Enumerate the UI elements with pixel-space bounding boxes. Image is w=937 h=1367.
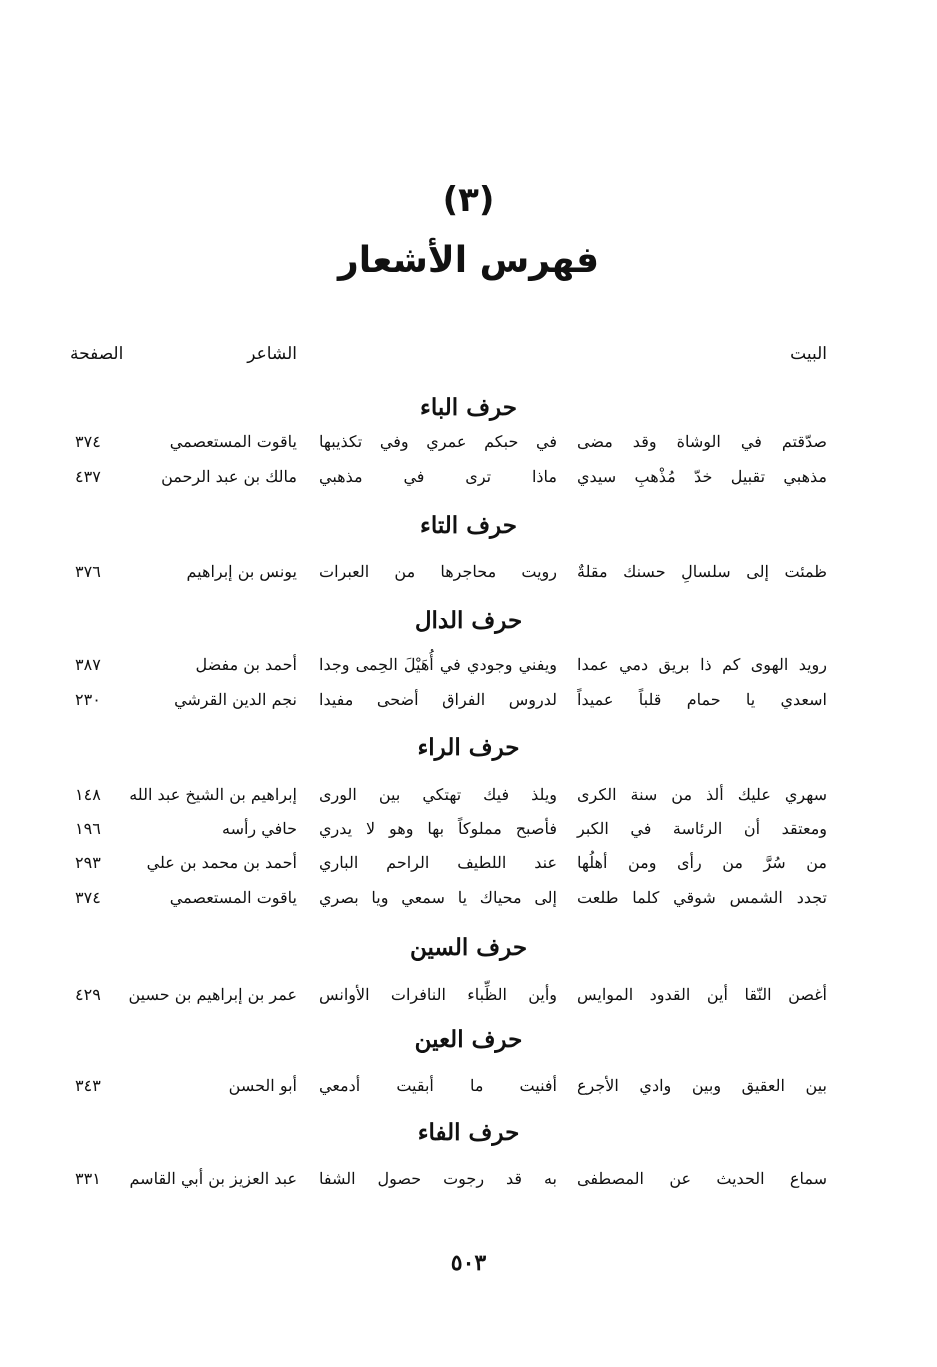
poet-name: ياقوت المستعصمي	[169, 888, 297, 907]
verse-first-hemistich: بين العقيق وبين وادي الأجرع	[577, 1076, 827, 1095]
verse-row	[0, 562, 937, 592]
verse-first-hemistich: اسعدي يا حمام قلباً عميداً	[577, 690, 827, 709]
section-heading: حرف الفاء	[417, 1119, 520, 1146]
page-ref: ٤٣٧	[75, 467, 101, 486]
verse-second-hemistich: ويلذ فيك تهتكي بين الورى	[319, 785, 557, 804]
poet-name: يونس بن إبراهيم	[186, 562, 297, 581]
poet-name: عبد العزيز بن أبي القاسم	[129, 1169, 297, 1188]
verse-first-hemistich: ظمئت إلى سلسالِ حسنك مقلةٌ	[577, 562, 827, 581]
section-heading: حرف الباء	[420, 394, 517, 421]
poet-name: عمر بن إبراهيم بن حسين	[128, 985, 297, 1004]
verse-second-hemistich: أفنيت ما أبقيت أدمعي	[319, 1076, 557, 1095]
verse-second-hemistich: فأصبح مملوكاً بها وهو لا يدري	[319, 819, 557, 838]
column-header-page: الصفحة	[70, 344, 124, 364]
verse-row	[0, 690, 937, 720]
page-ref: ٤٢٩	[75, 985, 101, 1004]
verse-second-hemistich: إلى محياك يا سمعي ويا بصري	[319, 888, 557, 907]
chapter-number: (٣)	[442, 180, 495, 220]
verse-second-hemistich: ماذا ترى في مذهبي	[319, 467, 557, 486]
page-ref: ٢٣٠	[75, 690, 101, 709]
section-heading: حرف التاء	[420, 512, 517, 539]
page-ref: ١٤٨	[75, 785, 101, 804]
verse-row	[0, 1076, 937, 1106]
poet-name: نجم الدين القرشي	[174, 690, 297, 709]
verse-first-hemistich: من سُرَّ من رأى ومن أهلُها	[577, 853, 827, 872]
page-ref: ١٩٦	[75, 819, 101, 838]
page-number: ٥٠٣	[450, 1250, 487, 1276]
verse-row	[0, 432, 937, 462]
poet-name: أحمد بن محمد بن علي	[146, 853, 297, 872]
poet-name: ياقوت المستعصمي	[169, 432, 297, 451]
page-ref: ٣٧٤	[75, 888, 101, 907]
section-heading: حرف السين	[409, 934, 528, 961]
verse-row	[0, 785, 937, 815]
verse-first-hemistich: مذهبي تقبيل خدّ مُذْهبِ سيدي	[577, 467, 827, 486]
poet-name: مالك بن عبد الرحمن	[161, 467, 297, 486]
verse-second-hemistich: ويفني وجودي في أُهَيْلَ الحِمى وجدا	[319, 655, 557, 674]
verse-second-hemistich: رويت محاجرها من العبرات	[319, 562, 557, 581]
column-header-verse: البيت	[790, 344, 827, 364]
verse-first-hemistich: تجدد الشمس شوقي كلما طلعت	[577, 888, 827, 907]
section-heading: حرف العين	[414, 1026, 523, 1053]
page-ref: ٣٤٣	[75, 1076, 101, 1095]
verse-row	[0, 985, 937, 1015]
page-title: فهرس الأشعار	[337, 240, 600, 281]
verse-row	[0, 467, 937, 497]
page-ref: ٣٨٧	[75, 655, 101, 674]
verse-first-hemistich: صدّقتم في الوشاة وقد مضى	[577, 432, 827, 451]
verse-row	[0, 1169, 937, 1199]
column-header-poet: الشاعر	[247, 344, 297, 364]
verse-second-hemistich: في حبكم عمري وفي تكذيبها	[319, 432, 557, 451]
poet-name: حافي رأسه	[222, 819, 297, 838]
verse-second-hemistich: وأين الظِّباء النافرات الأوانس	[319, 985, 557, 1004]
poet-name: إبراهيم بن الشيخ عبد الله	[129, 785, 297, 804]
verse-first-hemistich: رويد الهوى كم ذا بريق دمي عمدا	[577, 655, 827, 674]
verse-second-hemistich: لدروس الفراق أضحى مفيدا	[319, 690, 557, 709]
section-heading: حرف الراء	[417, 734, 520, 761]
page-ref: ٣٧٦	[75, 562, 101, 581]
verse-first-hemistich: أغصن النّقا أين القدود الموايس	[577, 985, 827, 1004]
verse-first-hemistich: سماع الحديث عن المصطفى	[577, 1169, 827, 1188]
page-ref: ٢٩٣	[75, 853, 101, 872]
verse-first-hemistich: سهري عليك ألذ من سنة الكرى	[577, 785, 827, 804]
verse-row	[0, 888, 937, 918]
verse-second-hemistich: به قد رجوت حصول الشفا	[319, 1169, 557, 1188]
verse-row	[0, 853, 937, 883]
page-ref: ٣٣١	[75, 1169, 101, 1188]
section-heading: حرف الدال	[414, 607, 523, 634]
poet-name: أحمد بن مفضل	[195, 655, 297, 674]
poet-name: أبو الحسن	[228, 1076, 297, 1095]
verse-row	[0, 655, 937, 685]
verse-first-hemistich: ومعتقد أن الرئاسة في الكبر	[577, 819, 827, 838]
page-ref: ٣٧٤	[75, 432, 101, 451]
verse-row	[0, 819, 937, 849]
verse-second-hemistich: عند اللطيف الراحم الباري	[319, 853, 557, 872]
